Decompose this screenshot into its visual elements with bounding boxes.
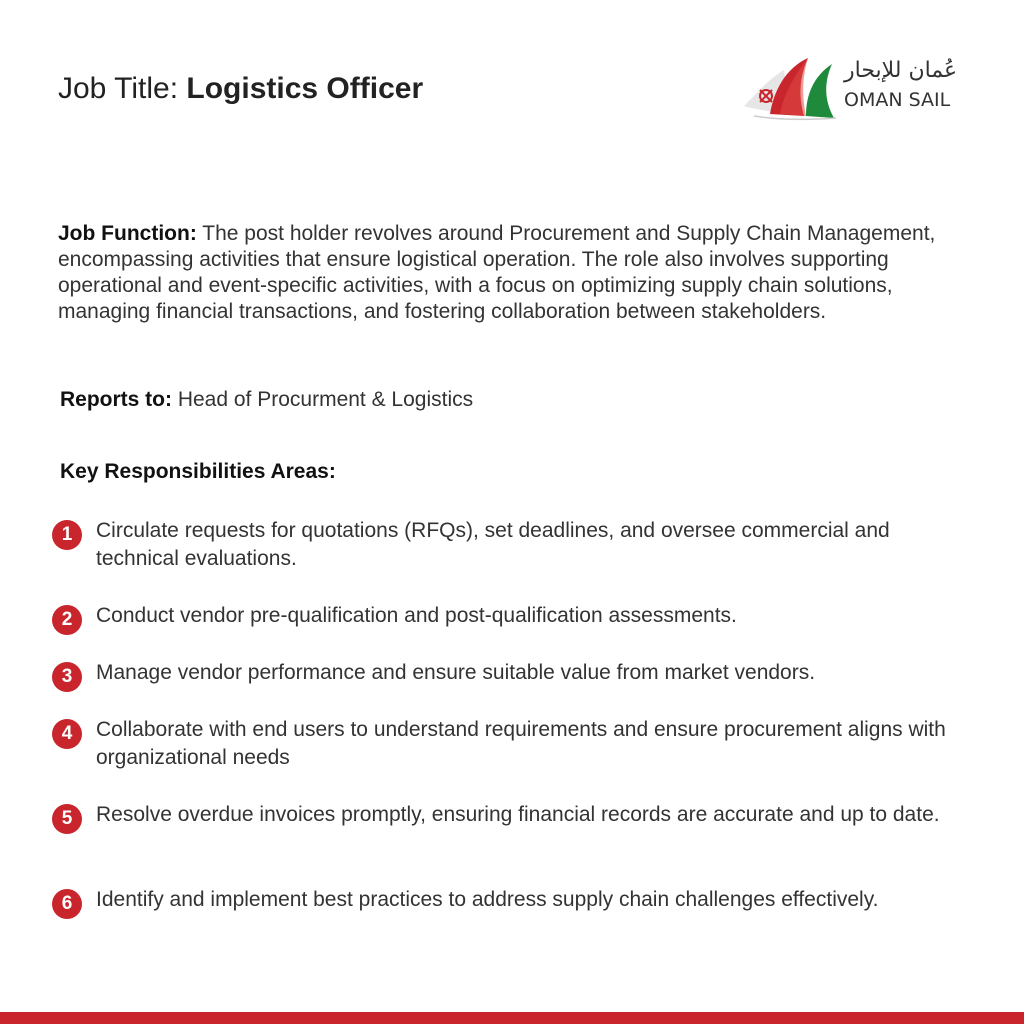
responsibility-text: Circulate requests for quotations (RFQs), set deadlines, and oversee commercial and technical evaluations. <box>96 519 890 570</box>
key-responsibilities-heading: Key Responsibilities Areas: <box>60 460 336 483</box>
oman-sail-logo <box>740 50 970 130</box>
responsibility-text: Collaborate with end users to understand requirements and ensure procurement aligns with organizational needs <box>96 718 946 769</box>
logo-latin-text: OMAN SAIL <box>844 89 951 111</box>
number-badge: 1 <box>52 520 82 550</box>
logo-arabic-text: عُمان للإبحار <box>844 58 958 83</box>
responsibility-text: Identify and implement best practices to address supply chain challenges effectively. <box>96 888 879 911</box>
number-badge: 3 <box>52 662 82 692</box>
job-title <box>58 70 423 108</box>
responsibility-text: Resolve overdue invoices promptly, ensuring financial records are accurate and up to date. <box>96 803 940 826</box>
responsibility-text: Manage vendor performance and ensure suitable value from market vendors. <box>96 661 816 684</box>
reports-to <box>60 386 473 414</box>
sail-emblem-icon <box>740 50 844 130</box>
responsibility-text: Conduct vendor pre-qualification and post-qualification assessments. <box>96 604 737 627</box>
number-badge: 2 <box>52 605 82 635</box>
reports-to-label: Reports to: <box>60 388 172 411</box>
number-badge: 5 <box>52 804 82 834</box>
number-badge: 6 <box>52 889 82 919</box>
number-badge: 4 <box>52 719 82 749</box>
job-function <box>58 221 978 325</box>
job-title-value: Logistics Officer <box>186 72 424 105</box>
job-function-label: Job Function: <box>58 222 197 245</box>
job-title-label: Job Title: <box>58 72 187 105</box>
bottom-accent-bar <box>0 1012 1024 1024</box>
reports-to-text: Head of Procurment & Logistics <box>172 388 474 411</box>
job-function-text: The post holder revolves around Procurement and Supply Chain Management, encompassing activities that ensure logistical operation. The role also involves supporting operational and event-specific activities, with a focus on optimizing supply chain solutions, managing financial transactions, and fostering collaboration between stakeholders. <box>58 222 936 323</box>
